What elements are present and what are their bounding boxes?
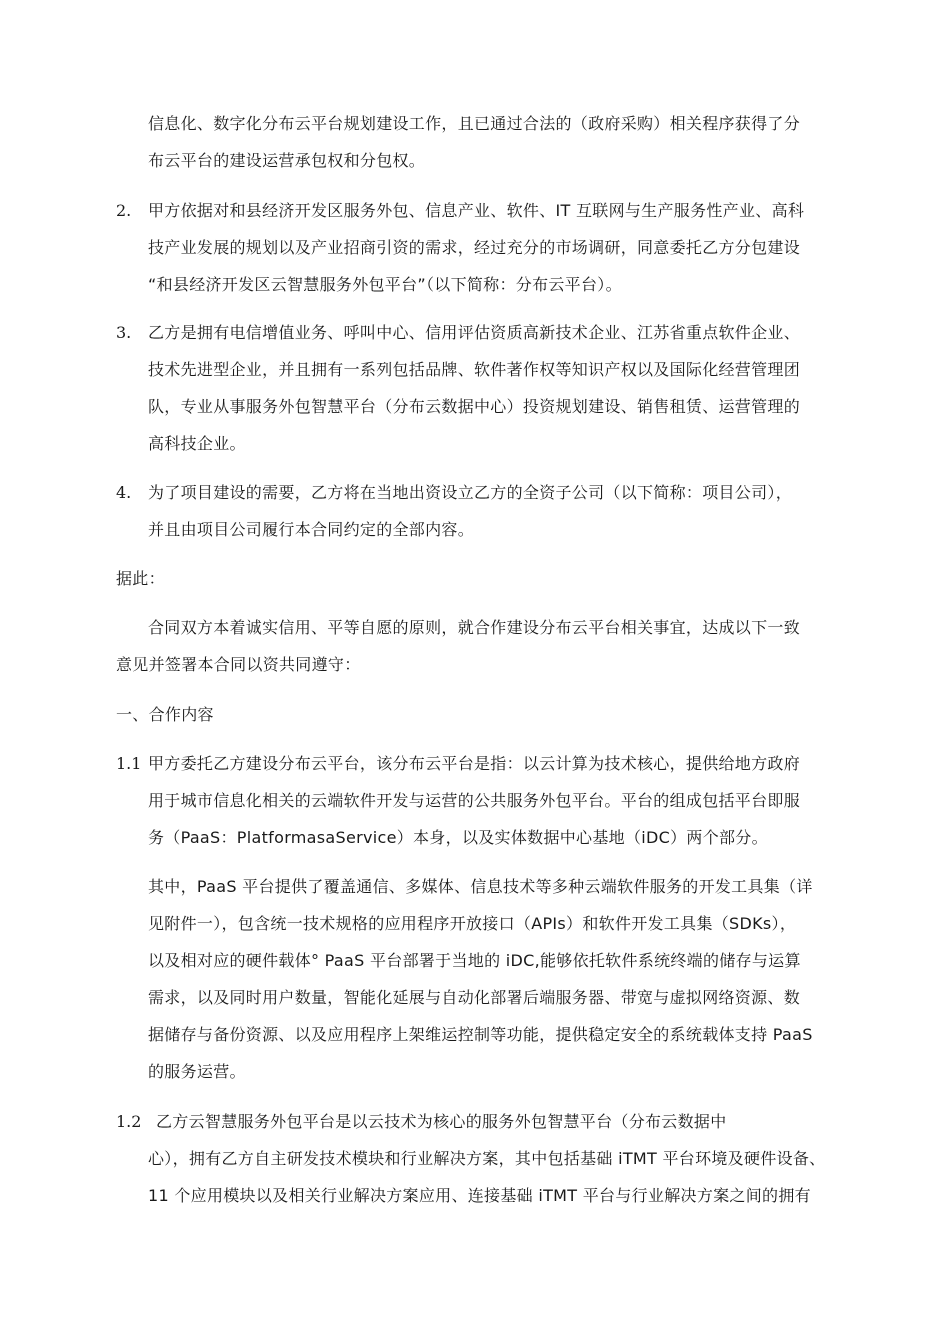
item-number: 2. (116, 201, 132, 220)
clause-line: 11 个应用模块以及相关行业解决方案应用、连接基础 iTMT 平台与行业解决方案之间的拥有 (148, 1186, 811, 1205)
item-line: 技产业发展的规划以及产业招商引资的需求，经过充分的市场调研，同意委托乙方分包建设 (148, 238, 801, 257)
clause-para-line: 以及相对应的硬件载体° PaaS 平台部署于当地的 iDC,能够依托软件系统终端的储存与运算 (148, 951, 801, 970)
item-line: 乙方是拥有电信增值业务、呼叫中心、信用评估资质高新技术企业、江苏省重点软件企业、 (148, 323, 801, 342)
clause-line: 甲方委托乙方建设分布云平台，该分布云平台是指：以云计算为技术核心，提供给地方政府 (148, 754, 801, 773)
clause-line: 务（PaaS：PlatformasaService）本身，以及实体数据中心基地（iDC）两个部分。 (148, 828, 768, 847)
item-number: 4. (116, 483, 132, 502)
item-line: 甲方依据对和县经济开发区服务外包、信息产业、软件、IT 互联网与生产服务性产业、高科 (148, 201, 805, 220)
clause-para-line: 据储存与备份资源、以及应用程序上架维运控制等功能，提供稳定安全的系统载体支持 PaaS (148, 1025, 813, 1044)
clause-line: 用于城市信息化相关的云端软件开发与运营的公共服务外包平台。平台的组成包括平台即服 (148, 791, 801, 810)
clause-line: 乙方云智慧服务外包平台是以云技术为核心的服务外包智慧平台（分布云数据中 (156, 1112, 727, 1131)
clause-para-line: 需求，以及同时用户数量，智能化延展与自动化部署后端服务器、带宽与虚拟网络资源、数 (148, 988, 801, 1007)
item-line: 并且由项目公司履行本合同约定的全部内容。 (148, 520, 475, 539)
item-number: 3. (116, 323, 132, 342)
item-line: 技术先进型企业，并且拥有一系列包括品牌、软件著作权等知识产权以及国际化经营管理团 (148, 360, 801, 379)
clause-para-line: 其中，PaaS 平台提供了覆盖通信、多媒体、信息技术等多种云端软件服务的开发工具集（详 (148, 877, 813, 896)
intro-line: 信息化、数字化分布云平台规划建设工作，且已通过合法的（政府采购）相关程序获得了分 (148, 114, 801, 133)
item-line: 为了项目建设的需要，乙方将在当地出资设立乙方的全资子公司（以下简称：项目公司）， (148, 483, 793, 502)
clause-number: 1.1 (116, 754, 142, 773)
item-line: 队，专业从事服务外包智慧平台（分布云数据中心）投资规划建设、销售租赁、运营管理的 (148, 397, 801, 416)
item-line: “和县经济开发区云智慧服务外包平台”（以下简称：分布云平台）。 (148, 275, 622, 294)
clause-number: 1.2 (116, 1112, 142, 1131)
clause-line: 心），拥有乙方自主研发技术模块和行业解决方案，其中包括基础 iTMT 平台环境及硬件设备、 (148, 1149, 826, 1168)
clause-para-line: 的服务运营。 (148, 1062, 246, 1081)
agreement-line: 合同双方本着诚实信用、平等自愿的原则，就合作建设分布云平台相关事宜，达成以下一致 (148, 618, 801, 637)
clause-para-line: 见附件一），包含统一技术规格的应用程序开放接口（APIs）和软件开发工具集（SDKs）， (148, 914, 797, 933)
item-line: 高科技企业。 (148, 434, 246, 453)
intro-line: 布云平台的建设运营承包权和分包权。 (148, 151, 426, 170)
whereas-heading: 据此： (116, 569, 165, 588)
agreement-line: 意见并签署本合同以资共同遵守： (116, 655, 361, 674)
section-title: 一、合作内容 (116, 705, 214, 724)
